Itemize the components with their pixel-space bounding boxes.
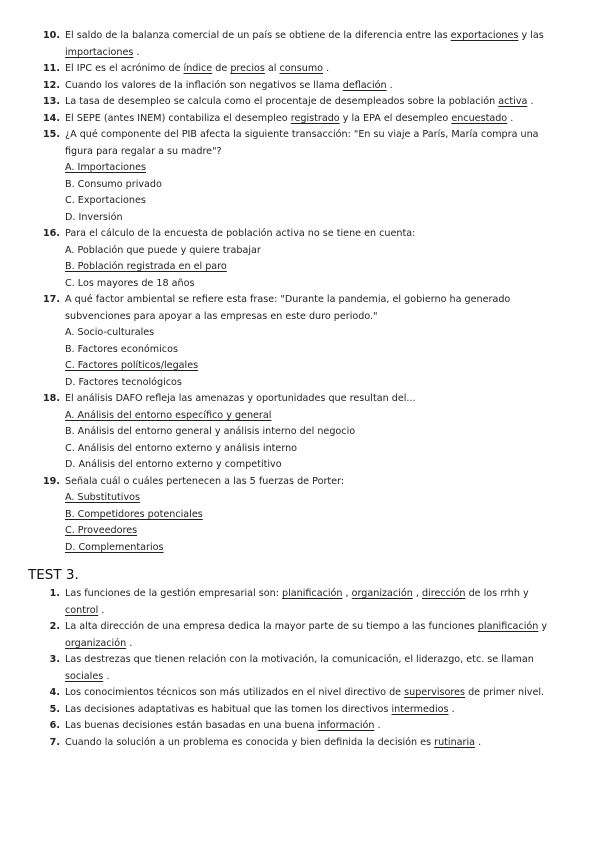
answer-blank: exportaciones [450, 30, 519, 41]
answer-blank: consumo [279, 63, 324, 74]
question-number: 18. [43, 393, 60, 404]
answer-blank: dirección [421, 588, 466, 599]
question-text: . [507, 112, 514, 124]
answer-blank: organización [351, 588, 413, 599]
question-number: 16. [43, 228, 60, 239]
question-text: , [412, 588, 422, 599]
question-number: 15. [43, 129, 60, 140]
question-text: El SEPE (antes INEM) contabiliza el desempleo [65, 112, 291, 124]
answer-blank: organización [65, 637, 127, 649]
question-text: Para el cálculo de la encuesta de población activa no se tiene en cuenta: [65, 228, 416, 239]
question-text: y las [518, 30, 544, 41]
option: A. Población que puede y quiere trabajar [65, 244, 261, 256]
question-12 [0, 78, 600, 95]
question-text: Las destrezas que tienen relación con la motivación, la comunicación, el liderazgo, etc. se llaman [65, 654, 534, 665]
question-number: 17. [43, 294, 60, 305]
question-text: de primer nivel. [465, 687, 545, 698]
answer-blank: rutinaria [434, 736, 476, 748]
test3-question-5 [0, 702, 600, 719]
option: D. Análisis del entorno externo y competitivo [65, 459, 282, 470]
test3-list [0, 586, 600, 751]
option-correct: A. Substitutivos [65, 492, 140, 503]
answer-blank: activa [498, 96, 528, 107]
question-number: 1. [49, 588, 60, 599]
answer-blank: índice [183, 63, 213, 74]
question-text: . [374, 720, 381, 731]
question-text: . [386, 79, 393, 91]
answer-blank: planificación [477, 621, 539, 632]
question-text: La tasa de desempleo se calcula como el procentaje de desempleados sobre la población [65, 96, 499, 107]
question-text: Las decisiones adaptativas es habitual que las tomen los directivos [65, 703, 392, 715]
question-10 [0, 28, 600, 61]
question-text: . [133, 46, 140, 58]
test3-question-3 [0, 652, 600, 685]
test3-question-1 [0, 586, 600, 619]
question-number: 7. [49, 736, 60, 748]
option-correct: A. Análisis del entorno específico y general [65, 409, 272, 421]
question-17 [0, 292, 600, 325]
question-number: 13. [43, 96, 60, 107]
question-text: . [103, 670, 110, 682]
option: B. Consumo privado [65, 178, 162, 190]
question-number: 3. [49, 654, 60, 665]
question-text: Las buenas decisiones están basadas en una buena [65, 720, 318, 731]
option: A. Socio-culturales [65, 327, 155, 338]
option-correct: B. Competidores potenciales [65, 508, 203, 520]
option: C. Los mayores de 18 años [65, 277, 195, 289]
answer-blank: planificación [282, 588, 343, 599]
question-number: 19. [43, 475, 60, 487]
answer-blank: información [317, 720, 375, 731]
option-correct: D. Complementarios [65, 541, 164, 553]
option: B. Factores económicos [65, 343, 178, 355]
question-text: La alta dirección de una empresa dedica la mayor parte de su tiempo a las funciones [65, 621, 478, 632]
question-text: ¿A qué componente del PIB afecta la siguiente transacción: "En su viaje a París, María compra una figura para regalar a su madre"? [65, 129, 539, 157]
question-text: . [475, 736, 482, 748]
answer-blank: importaciones [65, 46, 134, 58]
answer-blank: sociales [65, 670, 104, 682]
question-text: . [98, 604, 105, 616]
answer-blank: supervisores [404, 687, 466, 698]
question-number: 10. [43, 30, 60, 41]
question-number: 5. [49, 703, 60, 715]
question-text: Señala cuál o cuáles pertenecen a las 5 fuerzas de Porter: [65, 475, 345, 487]
option-correct: C. Factores políticos/legales [65, 360, 199, 371]
question-text: . [527, 96, 534, 107]
question-number: 2. [49, 621, 60, 632]
question-text: Cuando los valores de la inflación son negativos se llama [65, 79, 343, 91]
question-number: 12. [43, 79, 60, 91]
question-text: Los conocimientos técnicos son más utilizados en el nivel directivo de [65, 687, 405, 698]
test3-question-2 [0, 619, 600, 652]
option-correct: B. Población registrada en el paro [65, 261, 227, 272]
option: C. Análisis del entorno externo y análisis interno [65, 442, 298, 454]
test3-question-7 [0, 735, 600, 752]
answer-blank: encuestado [451, 112, 508, 124]
options-17 [0, 325, 600, 391]
option-correct: A. Importaciones [65, 162, 147, 173]
question-13 [0, 94, 600, 111]
question-text: El análisis DAFO refleja las amenazas y oportunidades que resultan del... [65, 393, 416, 404]
question-text: al [264, 63, 280, 74]
question-18 [0, 391, 600, 408]
document-page [0, 28, 600, 751]
answer-blank: registrado [290, 112, 340, 124]
question-text: de [212, 63, 231, 74]
question-text: El saldo de la balanza comercial de un país se obtiene de la diferencia entre las [65, 30, 451, 41]
question-14 [0, 111, 600, 128]
question-11 [0, 61, 600, 78]
test3-question-4 [0, 685, 600, 702]
question-number: 11. [43, 63, 60, 74]
question-text: . [323, 63, 330, 74]
question-text: El IPC es el acrónimo de [65, 63, 184, 74]
question-number: 6. [49, 720, 60, 731]
question-number: 14. [43, 112, 60, 124]
answer-blank: control [65, 604, 99, 616]
options-16 [0, 243, 600, 293]
option: B. Análisis del entorno general y análisis interno del negocio [65, 426, 356, 437]
question-text: Las funciones de la gestión empresarial son: [65, 588, 282, 599]
question-number: 4. [49, 687, 60, 698]
question-text: A qué factor ambiental se refiere esta frase: "Durante la pandemia, el gobierno ha generado subvenciones para apoyar a las empresas en este duro periodo." [65, 294, 511, 322]
answer-blank: intermedios [391, 703, 449, 715]
test2-list [0, 28, 600, 556]
answer-blank: precios [230, 63, 265, 74]
option: D. Inversión [65, 211, 123, 223]
question-text: de los rrhh y [465, 588, 529, 599]
question-text: Cuando la solución a un problema es conocida y bien definida la decisión es [65, 736, 435, 748]
question-15 [0, 127, 600, 160]
question-text: y la EPA el desempleo [339, 112, 452, 124]
test3-question-6 [0, 718, 600, 735]
question-16 [0, 226, 600, 243]
question-text: . [448, 703, 455, 715]
answer-blank: deflación [342, 79, 387, 91]
test3-heading: TEST 3. [28, 567, 79, 583]
options-19 [0, 490, 600, 556]
option: C. Exportaciones [65, 195, 146, 206]
question-text: . [126, 637, 133, 649]
question-19 [0, 474, 600, 491]
question-text: y [538, 621, 548, 632]
options-15 [0, 160, 600, 226]
option: D. Factores tecnológicos [65, 376, 182, 388]
option-correct: C. Proveedores [65, 525, 138, 536]
question-text: , [342, 588, 352, 599]
options-18 [0, 408, 600, 474]
